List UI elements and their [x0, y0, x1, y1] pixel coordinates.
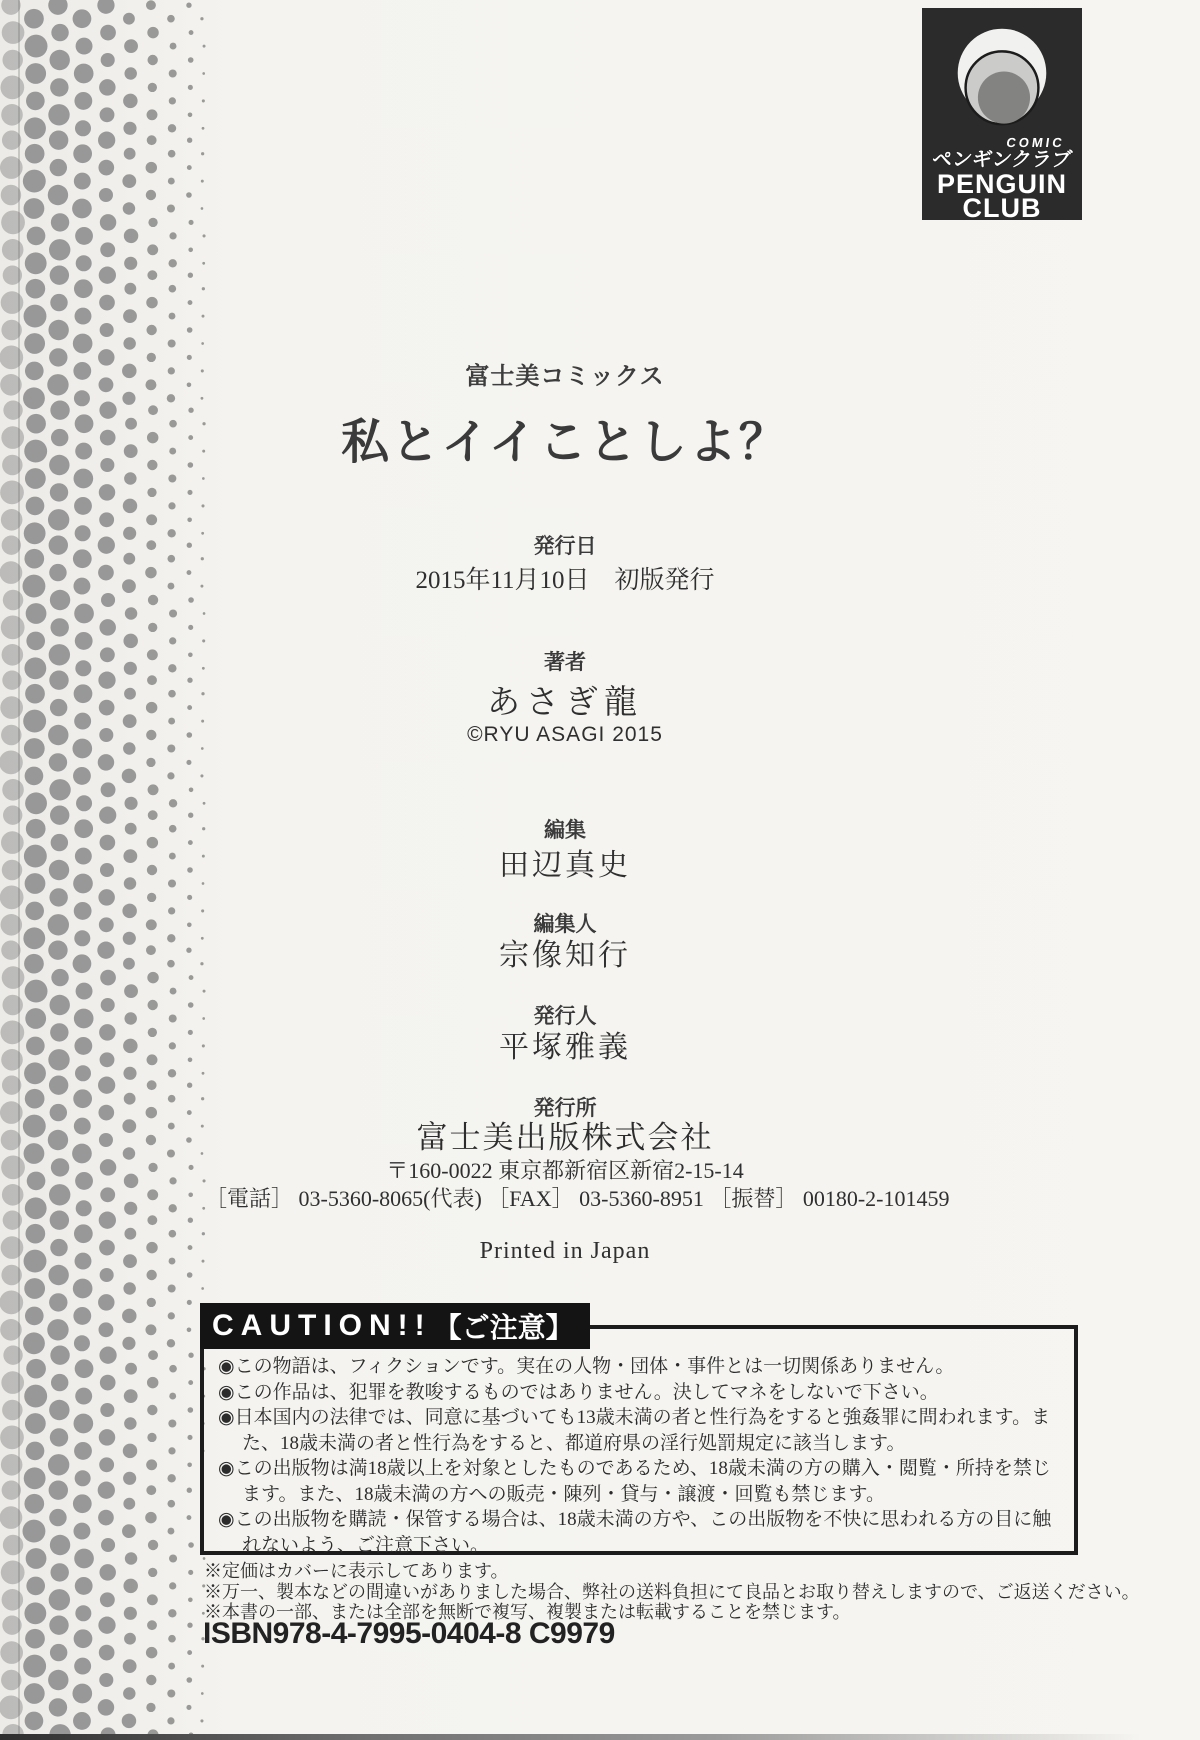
- caution-item: ◉この物語は、フィクションです。実在の人物・団体・事件とは一切関係ありません。: [218, 1356, 955, 1377]
- author-name: あさぎ龍: [487, 685, 643, 721]
- printed-in-japan: Printed in Japan: [479, 1238, 651, 1264]
- logo-club-text: CLUB: [962, 193, 1042, 223]
- penguin-emblem-icon: [923, 10, 1081, 134]
- chief-editor-label: 編集人: [533, 913, 597, 936]
- publisher-phone-line: ［電話］ 03-5360-8065(代表) ［FAX］ 03-5360-8951 ［振替］ 00180-2-101459: [205, 1186, 950, 1211]
- caution-item: ◉日本国内の法律では、同意に基づいても13歳未満の者と性行為をすると強姦罪に問われます。また、18歳未満の者と性行為をすると、都道府県の淫行処罰規定に該当します。: [218, 1407, 1051, 1454]
- page-bottom-edge-shadow: [0, 1734, 1200, 1740]
- caution-banner-en: CAUTION!!: [212, 1309, 432, 1342]
- copyright-line: ©RYU ASAGI 2015: [467, 723, 663, 746]
- bullet-icon: ◉: [218, 1407, 235, 1428]
- bullet-icon: ◉: [218, 1509, 235, 1530]
- page-gutter-line: [18, 0, 20, 1740]
- publisher-label: 発行人: [533, 1005, 597, 1028]
- editor-name: 田辺真史: [499, 849, 631, 882]
- footer-note: ※万一、製本などの間違いがありました場合、弊社の送料負担にて良品とお取り替えしますので、ご返送ください。: [204, 1581, 1140, 1602]
- bullet-icon: ◉: [218, 1381, 235, 1403]
- logo-katakana-text: ペンギンクラブ: [930, 149, 1074, 171]
- isbn-code: ISBN978-4-7995-0404-8 C9979: [203, 1617, 615, 1650]
- publishing-office-name: 富士美出版株式会社: [416, 1120, 714, 1155]
- footer-note: ※本書の一部、または全部を無断で複写、複製または転載することを禁じます。: [204, 1602, 851, 1622]
- issue-date-label: 発行日: [533, 535, 597, 558]
- book-title: 私とイイことしよ？: [341, 416, 789, 469]
- author-label: 著者: [544, 651, 586, 674]
- publisher-address: 〒160-0022 東京都新宿区新宿2-15-14: [386, 1158, 744, 1183]
- logo-penguin-text: PENGUIN: [936, 169, 1068, 199]
- series-label: 富士美コミックス: [465, 363, 665, 390]
- issue-date-value: 2015年11月10日 初版発行: [415, 567, 715, 594]
- caution-box: [200, 1309, 1078, 1556]
- bullet-icon: ◉: [218, 1356, 235, 1377]
- caution-banner-jp: 【ご注意】: [433, 1312, 574, 1343]
- bullet-icon: ◉: [218, 1458, 235, 1479]
- footer-note: ※定価はカバーに表示してあります。: [204, 1561, 509, 1581]
- logo-comic-text: COMIC: [1004, 135, 1066, 150]
- publishing-office-label: 発行所: [533, 1097, 597, 1120]
- caution-item: ◉この作品は、犯罪を教唆するものではありません。決してマネをしないで下さい。: [218, 1381, 939, 1403]
- chief-editor-name: 宗像知行: [499, 939, 631, 972]
- editor-label: 編集: [544, 819, 586, 842]
- caution-item: ◉この出版物は満18歳以上を対象としたものであるため、18歳未満の方の購入・閲覧・所持を禁じます。また、18歳未満の方への販売・陳列・貸与・譲渡・回覧も禁じます。: [218, 1458, 1051, 1505]
- penguin-club-logo: [922, 8, 1082, 223]
- halftone-dots-pattern: [0, 0, 215, 1740]
- caution-items: [204, 1329, 1074, 1558]
- publisher-name: 平塚雅義: [499, 1031, 631, 1064]
- footer-notes: [204, 1561, 1194, 1623]
- caution-item: ◉この出版物を購読・保管する場合は、18歳未満の方や、この出版物を不快に思われる方の目に触れないよう、ご注意下さい。: [218, 1509, 1052, 1556]
